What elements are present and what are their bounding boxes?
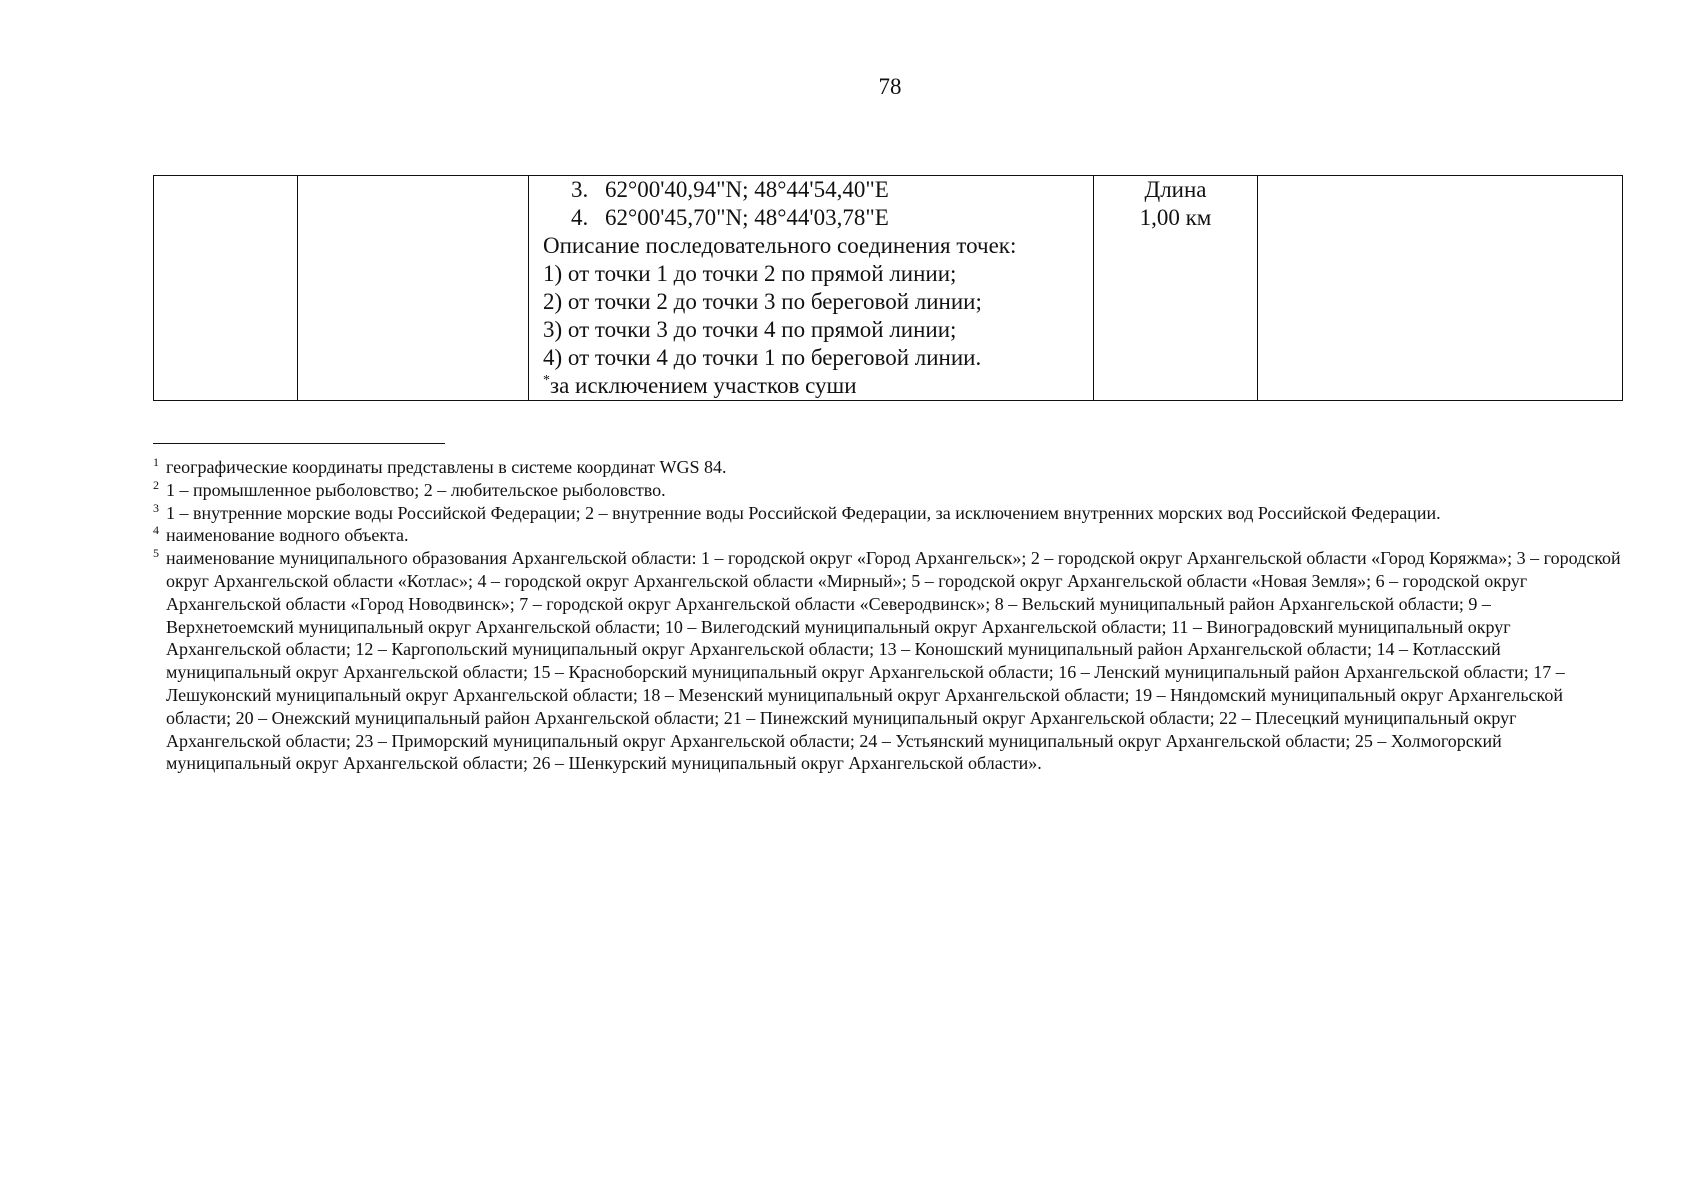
table-cell-empty-5 [1258, 176, 1623, 401]
footnote-text: наименование муниципального образования Архангельской области: 1 – городской округ «Город Архангельск»; 2 – городской округ Архангельской области «Город Коряжма»; 3 – городской округ Архангельской области «Котлас»; 4 – городской округ Архангельской области «Мирный»; 5 – городской округ Архангельской области «Новая Земля»; 6 – городской округ Архангельской области «Город Новодвинск»; 7 – городской округ Архангельской области «Северодвинск»; 8 – Вельский муниципальный район Архангельской области; 9 – Верхнетоемский муниципальный округ Архангельской области; 10 – Вилегодский муниципальный округ Архангельской области; 11 – Виноградовский муниципальный округ Архангельской области; 12 – Каргопольский муниципальный округ Архангельской области; 13 – Коношский муниципальный район Архангельской области; 14 – Котласский муниципальный округ Архангельской области; 15 – Красноборский муниципальный округ Архангельской области; 16 – Ленский муниципальный район Архангельской области; 17 – Лешуконский муниципальный округ Архангельской области; 18 – Мезенский муниципальный округ Архангельской области; 19 – Няндомский муниципальный округ Архангельской области; 20 – Онежский муниципальный район Архангельской области; 21 – Пинежский муниципальный округ Архангельской области; 22 – Плесецкий муниципальный округ Архангельской области; 23 – Приморский муниципальный округ Архангельской области; 24 – Устьянский муниципальный округ Архангельской области; 25 – Холмогорский муниципальный округ Архангельской области; 26 – Шенкурский муниципальный округ Архангельской области». [166, 548, 1621, 774]
note-mark: * [543, 373, 550, 388]
description-line: 3) от точки 3 до точки 4 по прямой линии; [543, 317, 957, 342]
footnote-mark: 2 [153, 477, 159, 492]
coordinate-item: 4. 62°00'45,70"N; 48°44'03,78"E [571, 205, 889, 230]
note-text: за исключением участков суши [550, 373, 857, 398]
description-line: 1) от точки 1 до точки 2 по прямой линии; [543, 261, 957, 286]
fishing-area-table [153, 175, 1623, 401]
table-cell-empty-2 [298, 176, 529, 401]
coordinate-value: 62°00'40,94"N; 48°44'54,40"E [605, 177, 889, 202]
footnote [153, 524, 1623, 547]
footnote [153, 479, 1623, 502]
footnote-mark: 3 [153, 500, 159, 515]
page-number: 78 [878, 74, 902, 99]
table-row [154, 176, 1623, 401]
description-line: 2) от точки 2 до точки 3 по береговой линии; [543, 289, 982, 314]
coordinates-cell [529, 176, 1094, 401]
footnote [153, 456, 1623, 479]
footnote-mark: 4 [153, 523, 159, 538]
footnote-mark: 1 [153, 455, 159, 469]
footnote [153, 502, 1623, 525]
footnote-text: наименование водного объекта. [166, 525, 409, 546]
land-exclusion-note [543, 372, 1083, 400]
footnote-text: 1 – промышленное рыболовство; 2 – любительское рыболовство. [166, 479, 666, 500]
length-label: Длина [1144, 177, 1207, 202]
coordinate-item: 3. 62°00'40,94"N; 48°44'54,40"E [571, 177, 889, 202]
coordinate-value: 62°00'45,70"N; 48°44'03,78"E [605, 205, 889, 230]
description-title: Описание последовательного соединения точек: [543, 233, 1017, 258]
footnote-text: 1 – внутренние морские воды Российской Федерации; 2 – внутренние воды Российской Федерации, за исключением внутренних морских вод Российской Федерации. [166, 502, 1441, 523]
length-cell [1094, 176, 1258, 401]
footnotes [153, 456, 1623, 775]
footnote-text: географические координаты представлены в системе координат WGS 84. [166, 457, 727, 477]
footnote-mark: 5 [153, 546, 159, 561]
length-value: 1,00 км [1139, 205, 1212, 230]
footnote-separator [153, 443, 445, 444]
description-line: 4) от точки 4 до точки 1 по береговой линии. [543, 345, 982, 370]
footnote [153, 547, 1623, 775]
table-cell-empty-1 [154, 176, 298, 401]
